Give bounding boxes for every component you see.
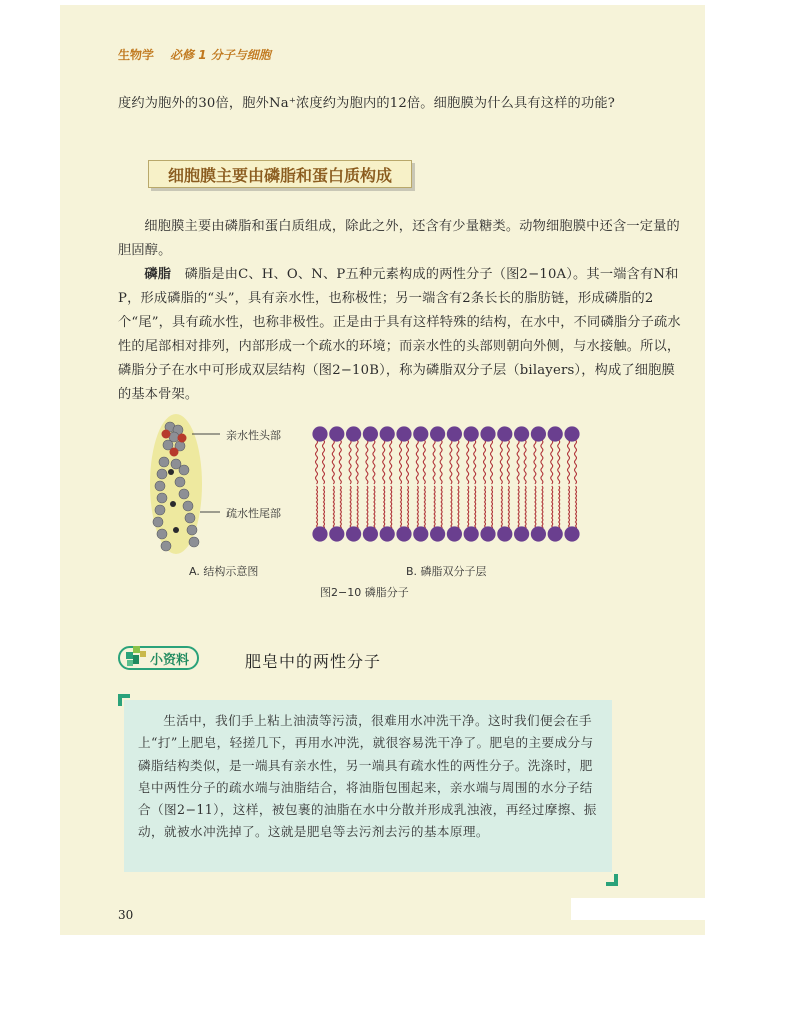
lipid-tail — [451, 486, 452, 530]
lipid-tail — [559, 486, 560, 530]
lipid-tail — [339, 440, 341, 484]
paragraph-membrane: 细胞膜主要由磷脂和蛋白质组成，除此之外，还含有少量糖类。动物细胞膜中还含一定量的胆固醇。 — [118, 219, 680, 258]
phospholipid-molecule-model — [150, 414, 202, 554]
lipid-tail — [323, 440, 325, 484]
page-edge-patch — [571, 898, 705, 920]
lipid-tail — [440, 440, 442, 484]
lipid-tail — [434, 486, 435, 530]
lipid-tail — [535, 486, 536, 530]
lipid-tail — [383, 440, 385, 484]
lipid-tail — [391, 486, 392, 530]
lipid-tail — [569, 486, 570, 530]
lipid-head — [312, 526, 327, 541]
lipid-head — [363, 426, 378, 441]
lipid-tail — [552, 486, 553, 530]
sidebar-text: 生活中，我们手上粘上油渍等污渍，很难用水冲洗干净。这时我们便会在手上“打”上肥皂，轻搓几下，再用水冲洗，就很容易洗干净了。肥皂的主要成分与磷脂结构类似，是一端具有亲水性，另一端具有疏水性的两性分子。洗涤时，肥皂中两性分子的疏水端与油脂结合，将油脂包围起来，亲水端与周围的水分子结合（图2−11），这样，被包裹的油脂在水中分散并形成乳浊液，再经过摩擦、振动，就被水冲洗掉了。这就是肥皂等去污剂去污的基本原理。 — [138, 713, 597, 840]
sidebar-tag-pill — [118, 646, 199, 670]
sidebar-title: 肥皂中的两性分子 — [245, 652, 382, 671]
section-title-box — [148, 160, 412, 188]
lipid-tail — [366, 440, 368, 484]
lipid-tail — [518, 486, 519, 530]
lipid-tail — [450, 440, 452, 484]
label-hydrophobic-tail: 疏水性尾部 — [226, 507, 281, 520]
figure-caption: 图2−10 磷脂分子 — [320, 586, 409, 599]
lipid-tail — [423, 440, 425, 484]
lipid-tail — [333, 486, 334, 530]
lipid-head — [531, 426, 546, 441]
lipid-tail — [484, 440, 486, 484]
lipid-tail — [551, 440, 553, 484]
header-book: 必修 1 分子与细胞 — [170, 48, 271, 62]
lipid-head — [564, 426, 579, 441]
lipid-head — [413, 426, 428, 441]
lipid-tail — [517, 440, 519, 484]
running-header — [118, 46, 271, 63]
lipid-tail — [468, 486, 469, 530]
lipid-tail — [356, 440, 358, 484]
blocks-icon — [124, 642, 148, 668]
lipid-head — [497, 426, 512, 441]
lipid-tail — [485, 486, 486, 530]
sidebar-tag — [118, 647, 199, 669]
lipid-head — [564, 526, 579, 541]
lipid-head — [329, 526, 344, 541]
lipid-head — [464, 426, 479, 441]
lipid-head — [380, 426, 395, 441]
lipid-tail — [525, 486, 526, 530]
lipid-tail — [373, 440, 375, 484]
lipid-tail — [558, 440, 560, 484]
lipid-tail — [441, 486, 442, 530]
caption-b: B. 磷脂双分子层 — [406, 565, 487, 578]
lipid-tail — [384, 486, 385, 530]
lipid-tail — [374, 486, 375, 530]
lipid-head — [346, 526, 361, 541]
lipid-tail — [500, 440, 502, 484]
figure-phospholipid — [140, 412, 610, 562]
sidebar-tag-label: 小资料 — [150, 652, 190, 668]
page-number: 30 — [118, 908, 134, 922]
lipid-tail — [424, 486, 425, 530]
corner-mark-top-left — [118, 694, 130, 706]
lipid-tail — [457, 440, 459, 484]
lipid-tail — [349, 440, 351, 484]
lipid-tail — [475, 486, 476, 530]
phospholipid-text: 磷脂是由C、H、O、N、P五种元素构成的两性分子（图2−10A）。其一端含有N和P，形成磷脂的“头”，具有亲水性，也称极性；另一端含有2条长长的脂肪链，形成磷脂的2个“尾”，具有疏水性，也称非极性。正是由于具有这样特殊的结构，在水中，不同磷脂分子疏水性的尾部相对排列，内部形成一个疏水的环境；而亲水性的头部则朝向外侧，与水接触。所以，磷脂分子在水中可形成双层结构（图2−10B），称为磷脂双分子层（bilayers），构成了细胞膜的基本骨架。 — [118, 267, 681, 402]
lipid-tail — [542, 486, 543, 530]
lipid-tail — [467, 440, 469, 484]
section-title: 细胞膜主要由磷脂和蛋白质构成 — [167, 165, 392, 185]
lipid-tail — [507, 440, 509, 484]
lipid-head — [447, 526, 462, 541]
lipid-head — [447, 426, 462, 441]
lipid-tail — [416, 440, 418, 484]
lipid-tail — [524, 440, 526, 484]
lipid-head — [312, 426, 327, 441]
lipid-tail — [400, 440, 402, 484]
phospholipid-bilayer — [312, 426, 579, 541]
lipid-tail — [541, 440, 543, 484]
lipid-tail — [576, 486, 577, 530]
lipid-tail — [401, 486, 402, 530]
corner-mark-bottom-right — [606, 874, 618, 886]
lipid-tail — [332, 440, 334, 484]
caption-a: A. 结构示意图 — [189, 565, 259, 578]
lipid-tail — [433, 440, 435, 484]
lipid-head — [413, 526, 428, 541]
lipid-tail — [508, 486, 509, 530]
lipid-head — [363, 526, 378, 541]
paragraph-phospholipid — [118, 263, 688, 407]
lipid-head — [380, 526, 395, 541]
lipid-tail — [390, 440, 392, 484]
lipid-head — [548, 526, 563, 541]
lipid-tail — [350, 486, 351, 530]
lipid-tail — [501, 486, 502, 530]
lipid-tail — [408, 486, 409, 530]
lipid-head — [329, 426, 344, 441]
header-subject: 生物学 — [118, 48, 155, 62]
lipid-tail — [492, 486, 493, 530]
lipid-head — [396, 526, 411, 541]
lipid-head — [430, 526, 445, 541]
lipid-tail — [458, 486, 459, 530]
lipid-head — [514, 526, 529, 541]
lipid-tail — [317, 486, 318, 530]
term-phospholipid: 磷脂 — [144, 267, 172, 282]
lipid-head — [514, 426, 529, 441]
lipid-tail — [357, 486, 358, 530]
lipid-tail — [491, 440, 493, 484]
intro-line: 度约为胞外的30倍，胞外Na⁺浓度约为胞内的12倍。细胞膜为什么具有这样的功能? — [118, 96, 615, 111]
lipid-tail — [324, 486, 325, 530]
lipid-head — [346, 426, 361, 441]
lipid-tail — [407, 440, 409, 484]
lipid-head — [480, 526, 495, 541]
lipid-head — [531, 526, 546, 541]
label-hydrophilic-head: 亲水性头部 — [226, 429, 281, 442]
lipid-tail — [367, 486, 368, 530]
lipid-tail — [340, 486, 341, 530]
lipid-tail — [316, 440, 318, 484]
lipid-head — [430, 426, 445, 441]
lipid-tail — [568, 440, 570, 484]
lipid-tail — [474, 440, 476, 484]
lipid-head — [396, 426, 411, 441]
lipid-tail — [534, 440, 536, 484]
lipid-head — [548, 426, 563, 441]
lipid-tail — [417, 486, 418, 530]
lipid-tail — [575, 440, 577, 484]
lipid-head — [497, 526, 512, 541]
lipid-head — [480, 426, 495, 441]
lipid-head — [464, 526, 479, 541]
